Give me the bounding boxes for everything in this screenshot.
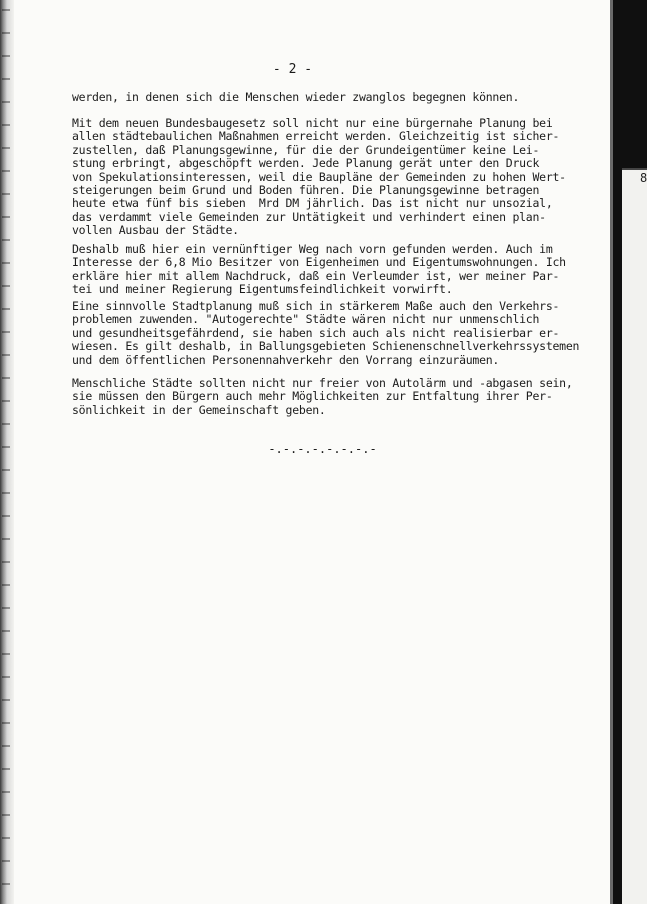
paragraph-2 (72, 243, 592, 297)
text-line: und dem öffentlichen Personennahverkehr den Vorrang einzuräumen. (72, 352, 500, 367)
text-line: erkläre hier mit allem Nachdruck, daß ein Verleumder ist, wer meiner Par- (72, 268, 560, 283)
text-line: von Spekulationsinteressen, weil die Baupläne der Gemeinden zu hohen Wert- (72, 169, 566, 184)
text-line: steigerungen beim Grund und Boden führen. Die Planungsgewinne betragen (72, 182, 540, 197)
text-line: tei und meiner Regierung Eigentumsfeindlichkeit vorwirft. (72, 282, 453, 297)
text-line: Eine sinnvolle Stadtplanung muß sich in stärkerem Maße auch den Verkehrs- (72, 299, 560, 313)
paragraph-1 (72, 117, 592, 238)
text-line: Mit dem neuen Bundesbaugesetz soll nicht nur eine bürgernahe Planung bei (72, 116, 553, 130)
text-line: Menschliche Städte sollten nicht nur freier von Autolärm und -abgasen sein, (72, 376, 573, 390)
text-line: Interesse der 6,8 Mio Besitzer von Eigenheimen und Eigentumswohnungen. Ich (72, 255, 566, 270)
paragraph-0 (72, 91, 592, 104)
text-line: sönlichkeit in der Gemeinschaft geben. (72, 402, 326, 417)
adjacent-page-glyph: 8 (640, 171, 647, 185)
text-line: allen städtebaulichen Maßnahmen erreicht werden. Gleichzeitig ist sicher- (72, 129, 560, 144)
paragraph-3 (72, 300, 592, 367)
text-line: problemen zuwenden. "Autogerechte" Städte wären nicht nur unmenschlich (72, 312, 540, 327)
text-line: Deshalb muß hier ein vernünftiger Weg nach vorn gefunden werden. Auch im (72, 242, 553, 256)
text-line: und gesundheitsgefährdend, sie haben sich auch als nicht realisierbar er- (72, 325, 560, 340)
text-line: werden, in denen sich die Menschen wieder zwanglos begegnen können. (72, 90, 520, 104)
text-line: das verdammt viele Gemeinden zur Untätigkeit und verhindert einen plan- (72, 209, 546, 224)
text-line: sie müssen den Bürgern auch mehr Möglichkeiten zur Entfaltung ihrer Per- (72, 389, 553, 404)
text-line: stung erbringt, abgeschöpft werden. Jede Planung gerät unter den Druck (72, 156, 540, 171)
text-line: wiesen. Es gilt deshalb, in Ballungsgebieten Schienenschnellverkehrssystemen (72, 339, 580, 354)
page-number: - 2 - (272, 62, 313, 77)
paragraph-4 (72, 377, 592, 417)
text-line: zustellen, daß Planungsgewinne, für die der Grundeigentümer keine Lei- (72, 142, 540, 157)
text-line: heute etwa fünf bis sieben Mrd DM jährlich. Das ist nicht nur unsozial, (72, 196, 553, 211)
adjacent-page (622, 170, 647, 904)
end-mark: -.-.-.-.-.-.-.- (268, 442, 377, 456)
text-line: vollen Ausbau der Städte. (72, 223, 239, 238)
